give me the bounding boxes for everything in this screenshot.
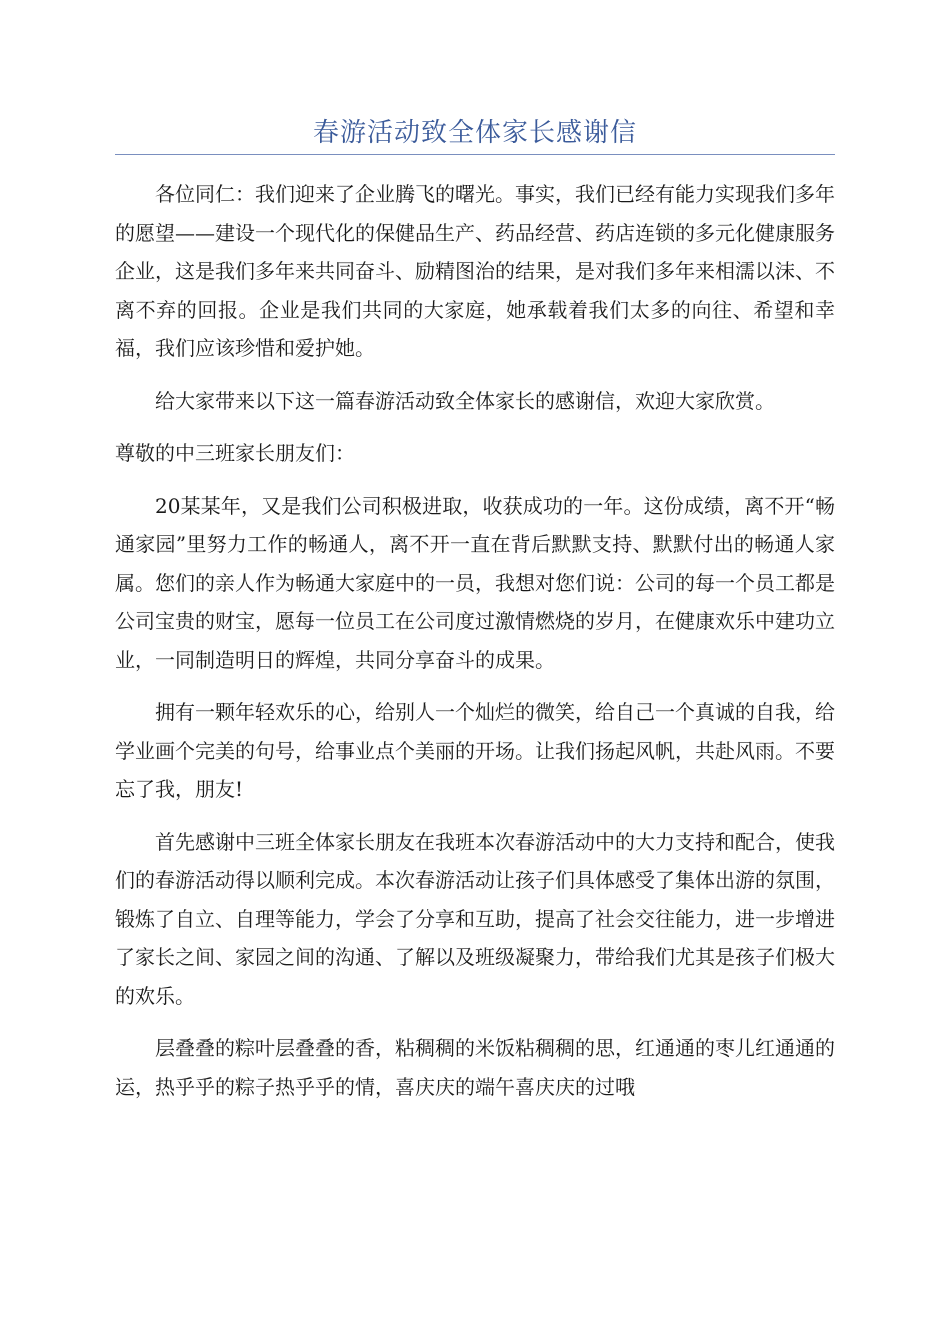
document-page (115, 0, 835, 1344)
paragraph: 给大家带来以下这一篇春游活动致全体家长的感谢信，欢迎大家欣赏。 (155, 388, 775, 413)
paragraph: 首先感谢中三班全体家长朋友在我班本次春游活动中的大力支持和配合，使我们的春游活动得以顺利完成。本次春游活动让孩子们具体感受了集体出游的氛围，锻炼了自立、自理等能力，学会了分享和互助，提高了社会交往能力，进一步增进了家长之间、家园之间的沟通、了解以及班级凝聚力，带给我们尤其是孩子们极大的欢乐。 (115, 829, 835, 1008)
paragraph: 20某某年，又是我们公司积极进取，收获成功的一年。这份成绩，离不开“畅通家园”里努力工作的畅通人，离不开一直在背后默默支持、默默付出的畅通人家属。您们的亲人作为畅通大家庭中的一员，我想对您们说：公司的每一个员工都是公司宝贵的财宝，愿每一位员工在公司度过激情燃烧的岁月，在健康欢乐中建功立业，一同制造明日的辉煌，共同分享奋斗的成果。 (115, 493, 835, 672)
paragraph: 层叠叠的粽叶层叠叠的香，粘稠稠的米饭粘稠稠的思，红通通的枣儿红通通的运，热乎乎的粽子热乎乎的情，喜庆庆的端午喜庆庆的过哦 (115, 1036, 835, 1099)
document-body (115, 175, 835, 1106)
paragraph: 各位同仁：我们迎来了企业腾飞的曙光。事实，我们已经有能力实现我们多年的愿望——建设一个现代化的保健品生产、药品经营、药店连锁的多元化健康服务企业，这是我们多年来共同奋斗、励精图治的结果，是对我们多年来相濡以沫、不离不弃的回报。企业是我们共同的大家庭，她承载着我们太多的向往、希望和幸福，我们应该珍惜和爱护她。 (115, 182, 835, 360)
document-title: 春游活动致全体家长感谢信 (115, 112, 835, 155)
salutation: 尊敬的中三班家长朋友们： (115, 441, 355, 465)
paragraph: 拥有一颗年轻欢乐的心，给别人一个灿烂的微笑，给自己一个真诚的自我，给学业画个完美的句号，给事业点个美丽的开场。让我们扬起风帆，共赴风雨。不要忘了我，朋友! (115, 700, 835, 801)
